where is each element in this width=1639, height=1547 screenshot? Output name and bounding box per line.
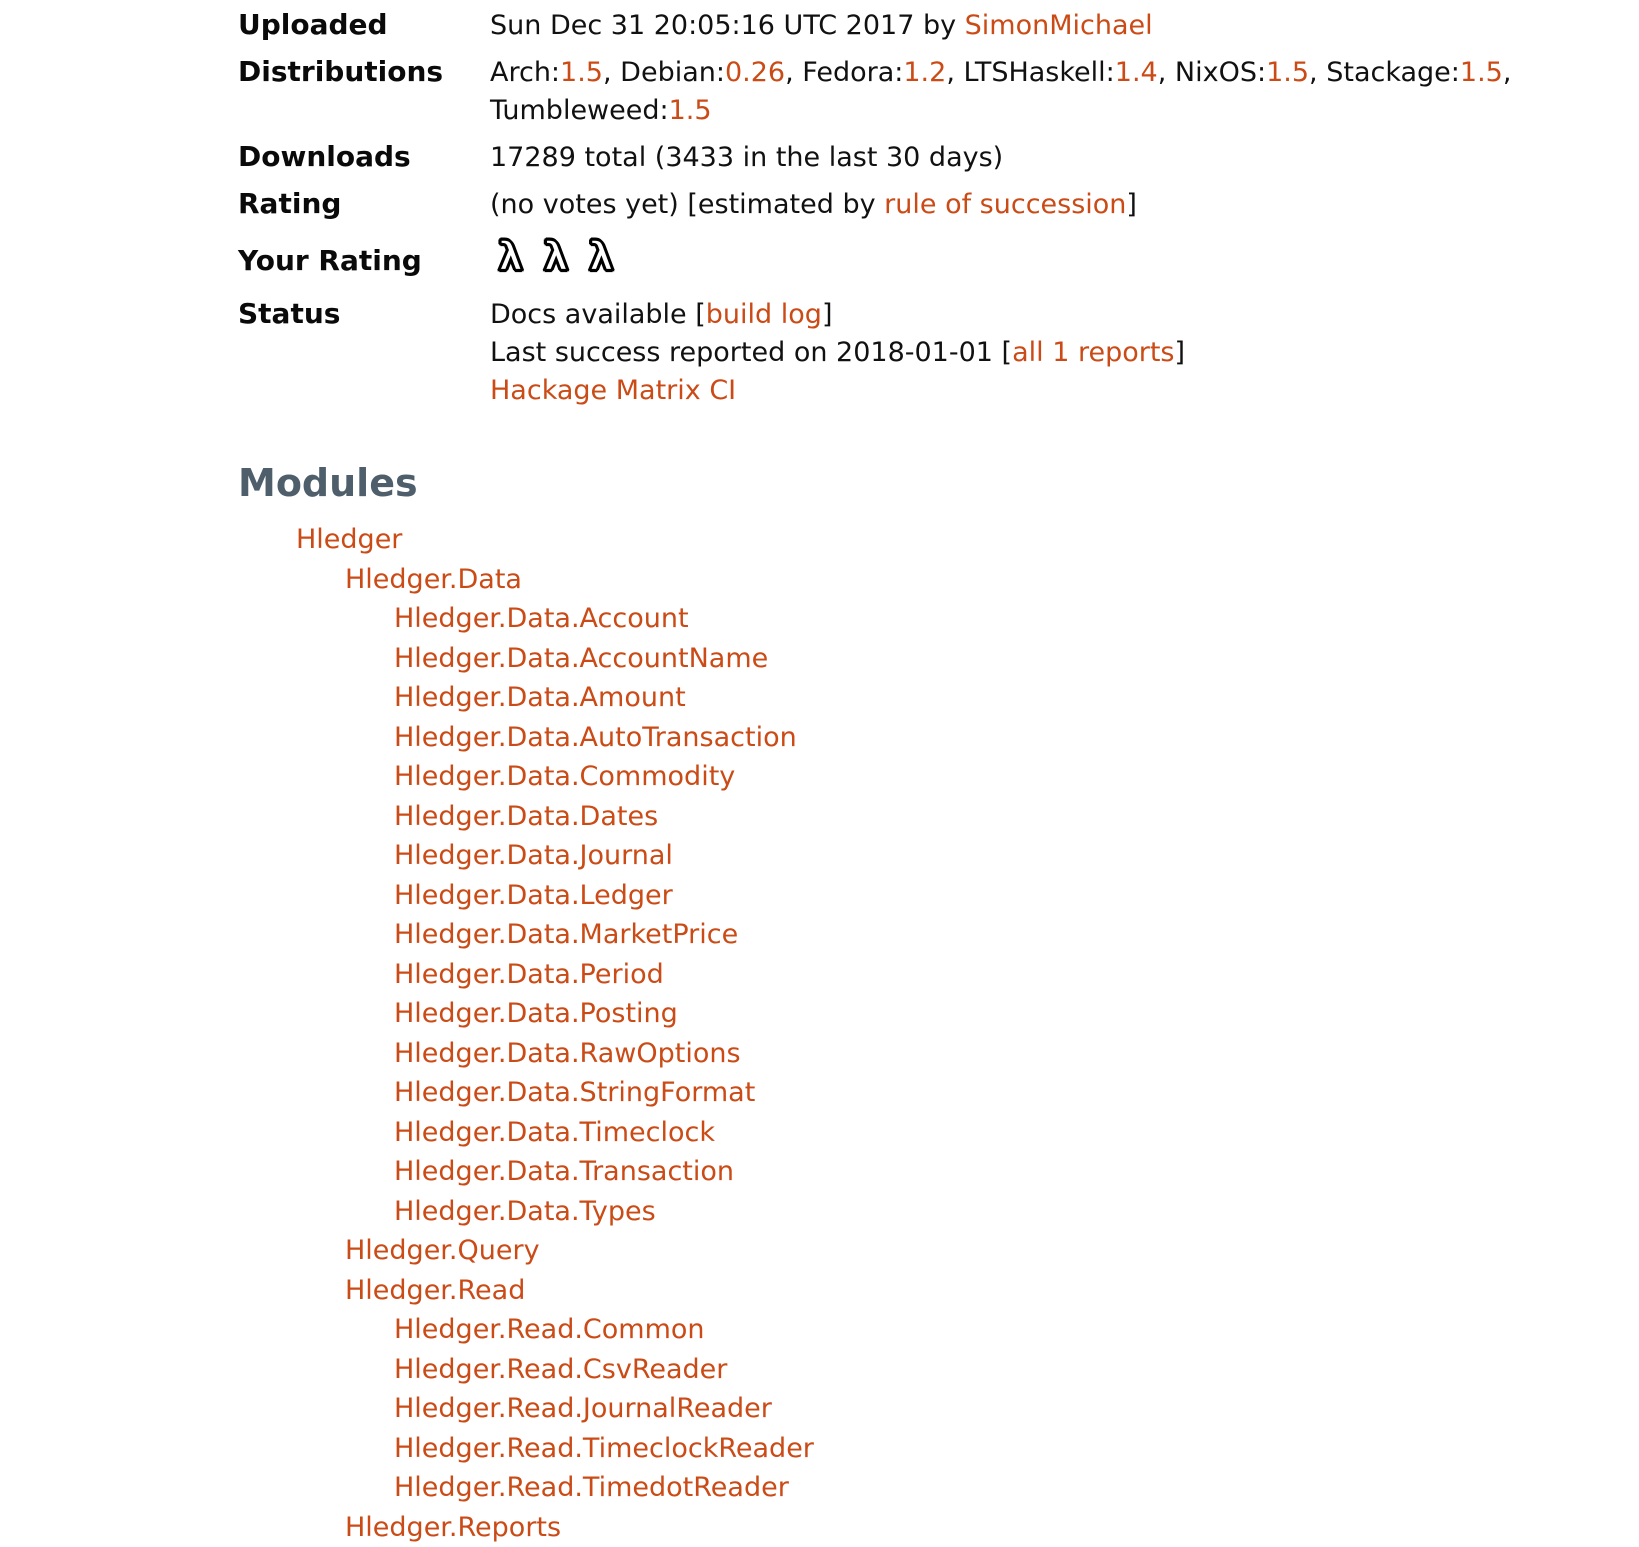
distribution-version-link[interactable]: 0.26 bbox=[725, 57, 785, 88]
module-row bbox=[238, 1508, 1639, 1547]
module-link[interactable]: Hledger.Data.Timeclock bbox=[394, 1117, 715, 1148]
distribution-item: Stackage:1.5, bbox=[1326, 57, 1511, 88]
module-row bbox=[238, 718, 1639, 758]
distribution-name: Fedora: bbox=[802, 57, 903, 88]
module-row bbox=[238, 678, 1639, 718]
downloads-value: 17289 total (3433 in the last 30 days) bbox=[490, 134, 1618, 181]
rating-text-after: ] bbox=[1126, 189, 1137, 220]
status-docs-text: Docs available [ bbox=[490, 299, 706, 330]
module-row bbox=[238, 1231, 1639, 1271]
module-row bbox=[238, 836, 1639, 876]
distributions-label: Distributions bbox=[238, 49, 490, 134]
module-row bbox=[238, 994, 1639, 1034]
module-row bbox=[238, 1389, 1639, 1429]
module-row bbox=[238, 1350, 1639, 1390]
module-row bbox=[238, 599, 1639, 639]
property-row-distributions bbox=[238, 49, 1618, 134]
status-line-success bbox=[490, 334, 1610, 372]
distributions-list bbox=[490, 54, 1610, 130]
distribution-version-link[interactable]: 1.5 bbox=[669, 95, 712, 126]
module-link[interactable]: Hledger.Data.Period bbox=[394, 959, 664, 990]
distribution-version-link[interactable]: 1.2 bbox=[903, 57, 946, 88]
rating-text-before: (no votes yet) [estimated by bbox=[490, 189, 884, 220]
module-link[interactable]: Hledger.Data.Amount bbox=[394, 682, 686, 713]
module-link[interactable]: Hledger.Data.StringFormat bbox=[394, 1077, 755, 1108]
status-line-matrix bbox=[490, 372, 1610, 410]
module-row bbox=[238, 757, 1639, 797]
module-row bbox=[238, 1192, 1639, 1232]
module-link[interactable]: Hledger.Read.Common bbox=[394, 1314, 705, 1345]
module-link[interactable]: Hledger.Reports bbox=[345, 1512, 561, 1543]
rating-value bbox=[490, 181, 1618, 228]
status-success-text-close: ] bbox=[1174, 337, 1185, 368]
property-row-status bbox=[238, 291, 1618, 414]
module-link[interactable]: Hledger.Data.Journal bbox=[394, 840, 673, 871]
module-link[interactable]: Hledger.Data.Posting bbox=[394, 998, 678, 1029]
distribution-item: LTSHaskell:1.4, bbox=[964, 57, 1167, 88]
distribution-item: Debian:0.26, bbox=[620, 57, 794, 88]
module-row bbox=[238, 639, 1639, 679]
module-link[interactable]: Hledger.Data.MarketPrice bbox=[394, 919, 738, 950]
module-link[interactable]: Hledger.Read.TimedotReader bbox=[394, 1472, 789, 1503]
distribution-name: NixOS: bbox=[1175, 57, 1266, 88]
module-link[interactable]: Hledger.Read bbox=[345, 1275, 525, 1306]
uploaded-value bbox=[490, 2, 1618, 49]
module-link[interactable]: Hledger.Data.Transaction bbox=[394, 1156, 734, 1187]
distribution-version-link[interactable]: 1.4 bbox=[1115, 57, 1158, 88]
your-rating-stars bbox=[490, 232, 1618, 287]
distribution-name: Stackage: bbox=[1326, 57, 1460, 88]
module-row bbox=[238, 560, 1639, 600]
distribution-version-link[interactable]: 1.5 bbox=[1266, 57, 1309, 88]
distribution-name: LTSHaskell: bbox=[964, 57, 1115, 88]
module-link[interactable]: Hledger.Data.Commodity bbox=[394, 761, 735, 792]
module-row bbox=[238, 1113, 1639, 1153]
module-link[interactable]: Hledger.Data.RawOptions bbox=[394, 1038, 741, 1069]
uploaded-date-text: Sun Dec 31 20:05:16 UTC 2017 by bbox=[490, 10, 965, 41]
status-docs-text-close: ] bbox=[822, 299, 833, 330]
module-link[interactable]: Hledger.Read.TimeclockReader bbox=[394, 1433, 814, 1464]
module-link[interactable]: Hledger.Data bbox=[345, 564, 522, 595]
rating-label: Rating bbox=[238, 181, 490, 228]
hackage-matrix-ci-link[interactable]: Hackage Matrix CI bbox=[490, 375, 736, 406]
all-reports-link[interactable]: all 1 reports bbox=[1012, 337, 1174, 368]
your-rating-label: Your Rating bbox=[238, 228, 490, 291]
status-value bbox=[490, 291, 1618, 414]
uploaded-label: Uploaded bbox=[238, 2, 490, 49]
module-link[interactable]: Hledger.Data.Account bbox=[394, 603, 689, 634]
uploader-link[interactable]: SimonMichael bbox=[965, 10, 1153, 41]
distribution-item bbox=[490, 95, 712, 126]
module-row bbox=[238, 520, 1639, 560]
module-link[interactable]: Hledger.Data.AutoTransaction bbox=[394, 722, 797, 753]
module-link[interactable]: Hledger.Query bbox=[345, 1235, 540, 1266]
module-row bbox=[238, 1310, 1639, 1350]
distribution-name: Arch: bbox=[490, 57, 560, 88]
modules-heading: Modules bbox=[238, 460, 1639, 506]
module-link[interactable]: Hledger bbox=[296, 524, 402, 555]
module-row bbox=[238, 1152, 1639, 1192]
module-link[interactable]: Hledger.Read.JournalReader bbox=[394, 1393, 772, 1424]
module-row bbox=[238, 955, 1639, 995]
distributions-value bbox=[490, 49, 1618, 134]
property-row-rating bbox=[238, 181, 1618, 228]
distribution-version-link[interactable]: 1.5 bbox=[1460, 57, 1503, 88]
status-line-docs bbox=[490, 296, 1610, 334]
downloads-label: Downloads bbox=[238, 134, 490, 181]
module-row bbox=[238, 1429, 1639, 1469]
module-row bbox=[238, 797, 1639, 837]
module-link[interactable]: Hledger.Data.Dates bbox=[394, 801, 658, 832]
property-row-downloads bbox=[238, 134, 1618, 181]
property-row-your-rating bbox=[238, 228, 1618, 291]
your-rating-value bbox=[490, 228, 1618, 291]
lambda-star-icon[interactable]: λ bbox=[543, 232, 568, 282]
lambda-star-icon[interactable]: λ bbox=[589, 232, 614, 282]
module-row bbox=[238, 876, 1639, 916]
module-link[interactable]: Hledger.Data.Ledger bbox=[394, 880, 673, 911]
module-row bbox=[238, 1073, 1639, 1113]
module-link[interactable]: Hledger.Data.Types bbox=[394, 1196, 656, 1227]
module-row bbox=[238, 915, 1639, 955]
distribution-name: Tumbleweed: bbox=[490, 95, 669, 126]
property-row-uploaded bbox=[238, 2, 1618, 49]
module-link[interactable]: Hledger.Data.AccountName bbox=[394, 643, 768, 674]
rule-of-succession-link[interactable]: rule of succession bbox=[884, 189, 1126, 220]
distribution-item: Arch:1.5, bbox=[490, 57, 612, 88]
package-properties-table bbox=[238, 2, 1618, 414]
status-success-text: Last success reported on 2018-01-01 [ bbox=[490, 337, 1012, 368]
module-link[interactable]: Hledger.Read.CsvReader bbox=[394, 1354, 727, 1385]
module-tree bbox=[238, 520, 1639, 1547]
distribution-version-link[interactable]: 1.5 bbox=[560, 57, 603, 88]
build-log-link[interactable]: build log bbox=[706, 299, 822, 330]
module-row bbox=[238, 1034, 1639, 1074]
distribution-item: NixOS:1.5, bbox=[1175, 57, 1318, 88]
lambda-star-icon[interactable]: λ bbox=[498, 232, 523, 282]
module-row bbox=[238, 1468, 1639, 1508]
distribution-item: Fedora:1.2, bbox=[802, 57, 955, 88]
module-row bbox=[238, 1271, 1639, 1311]
status-label: Status bbox=[238, 291, 490, 414]
distribution-name: Debian: bbox=[620, 57, 725, 88]
